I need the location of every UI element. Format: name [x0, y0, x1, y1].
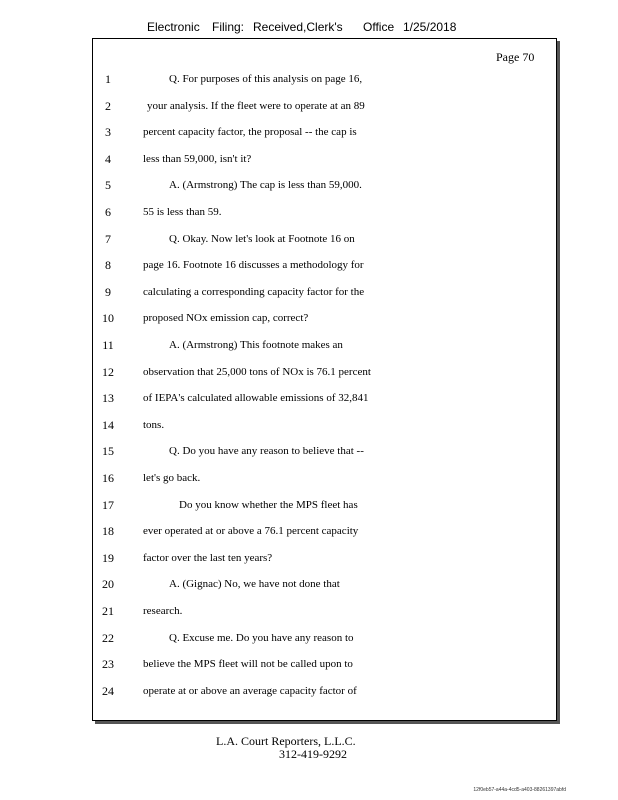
line-number-4: 4 — [105, 151, 111, 166]
line-text-22: Q. Excuse me. Do you have any reason to — [169, 631, 354, 644]
filing-header-received: Received,Clerk's — [253, 20, 343, 34]
line-number-13: 13 — [102, 391, 114, 406]
line-text-5: A. (Armstrong) The cap is less than 59,000. — [169, 179, 362, 192]
filing-header — [147, 20, 547, 36]
line-text-8: page 16. Footnote 16 discusses a methodology for — [143, 259, 364, 272]
line-number-17: 17 — [102, 497, 114, 512]
line-text-14: tons. — [143, 418, 165, 431]
line-number-12: 12 — [102, 364, 114, 379]
line-number-24: 24 — [102, 683, 114, 698]
line-text-23: believe the MPS fleet will not be called upon to — [143, 658, 353, 671]
footer-company: L.A. Court Reporters, L.L.C. — [216, 734, 356, 748]
filing-header-office: Office — [363, 20, 395, 34]
line-number-3: 3 — [105, 125, 111, 140]
line-text-24: operate at or above an average capacity factor of — [143, 684, 357, 697]
filing-header-electronic: Electronic — [147, 20, 200, 34]
line-text-15: Q. Do you have any reason to believe that -- — [169, 445, 364, 458]
line-number-15: 15 — [102, 444, 114, 459]
line-number-18: 18 — [102, 524, 114, 539]
line-number-11: 11 — [102, 338, 114, 352]
line-number-21: 21 — [102, 604, 114, 618]
line-text-6: 55 is less than 59. — [143, 206, 222, 218]
line-text-18: ever operated at or above a 76.1 percent capacity — [143, 525, 359, 538]
line-number-7: 7 — [105, 231, 111, 246]
line-text-3: percent capacity factor, the proposal -- the cap is — [143, 126, 357, 139]
line-text-10: proposed NOx emission cap, correct? — [143, 312, 309, 325]
line-text-11: A. (Armstrong) This footnote makes an — [169, 339, 343, 351]
line-number-8: 8 — [105, 258, 111, 273]
filing-header-date: 1/25/2018 — [403, 20, 457, 34]
line-number-1: 1 — [105, 72, 111, 86]
line-number-10: 10 — [102, 311, 114, 326]
line-text-17: Do you know whether the MPS fleet has — [179, 498, 358, 511]
line-number-2: 2 — [105, 98, 111, 113]
line-number-6: 6 — [105, 205, 111, 219]
filing-header-filing: Filing: — [212, 20, 245, 34]
line-text-19: factor over the last ten years? — [143, 551, 273, 564]
line-number-16: 16 — [102, 471, 114, 485]
line-text-21: research. — [143, 605, 183, 617]
line-number-9: 9 — [105, 284, 111, 299]
footer-doc-id: 12f0eb57-a44a-4cd5-a403-88261397abfd — [473, 787, 566, 793]
line-text-7: Q. Okay. Now let's look at Footnote 16 on — [169, 232, 355, 245]
line-number-23: 23 — [102, 657, 114, 672]
line-text-1: Q. For purposes of this analysis on page 16, — [169, 73, 363, 85]
line-number-22: 22 — [102, 630, 114, 645]
line-text-2: your analysis. If the fleet were to operate at an 89 — [147, 99, 365, 112]
transcript-page — [92, 38, 557, 721]
line-text-12: observation that 25,000 tons of NOx is 76.1 percent — [143, 365, 371, 378]
line-text-13: of IEPA's calculated allowable emissions of 32,841 — [143, 392, 369, 405]
line-number-5: 5 — [105, 178, 111, 193]
page-number: Page 70 — [496, 50, 535, 64]
line-number-19: 19 — [102, 550, 114, 565]
footer-phone: 312-419-9292 — [279, 747, 347, 761]
line-text-16: let's go back. — [143, 472, 201, 484]
line-text-4: less than 59,000, isn't it? — [143, 152, 252, 165]
line-text-9: calculating a corresponding capacity factor for the — [143, 285, 365, 298]
line-number-20: 20 — [102, 577, 114, 592]
line-text-20: A. (Gignac) No, we have not done that — [169, 578, 340, 591]
line-number-14: 14 — [102, 417, 114, 432]
